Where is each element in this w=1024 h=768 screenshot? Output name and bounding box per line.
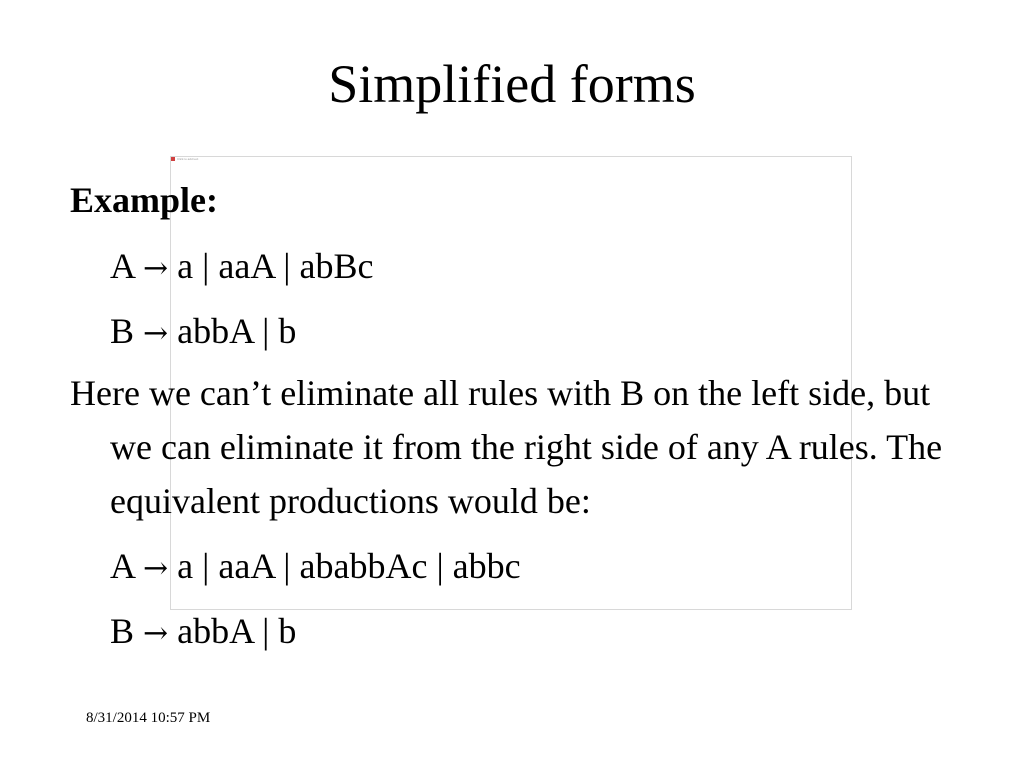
production-rule — [70, 601, 970, 666]
frame-caption: Click to add text — [177, 157, 199, 161]
object-marker-icon — [171, 157, 175, 161]
rule-lhs: B — [110, 611, 135, 651]
rule-rhs: abbA | b — [177, 611, 297, 651]
rule-lhs: A — [110, 246, 135, 286]
example-heading: Example: — [70, 180, 218, 220]
arrow-icon: → — [143, 616, 169, 651]
production-rule — [70, 301, 970, 366]
arrow-icon: → — [143, 251, 169, 286]
slide-title: Simplified forms — [328, 54, 696, 114]
production-rule — [70, 536, 970, 601]
explanation-paragraph: Here we can’t eliminate all rules with B on the left side, but we can eliminate it from the right side of any A rules. The equivalent productions would be: — [70, 373, 943, 521]
arrow-icon: → — [143, 316, 169, 351]
rule-lhs: A — [110, 546, 135, 586]
arrow-icon: → — [143, 551, 169, 586]
production-rule — [70, 236, 970, 301]
slide-body — [70, 172, 970, 666]
footer-date: 8/31/2014 10:57 PM — [86, 710, 211, 726]
rule-rhs: a | aaA | ababbAc | abbc — [177, 546, 521, 586]
rule-rhs: abbA | b — [177, 311, 297, 351]
rule-lhs: B — [110, 311, 135, 351]
rule-rhs: a | aaA | abBc — [177, 246, 374, 286]
